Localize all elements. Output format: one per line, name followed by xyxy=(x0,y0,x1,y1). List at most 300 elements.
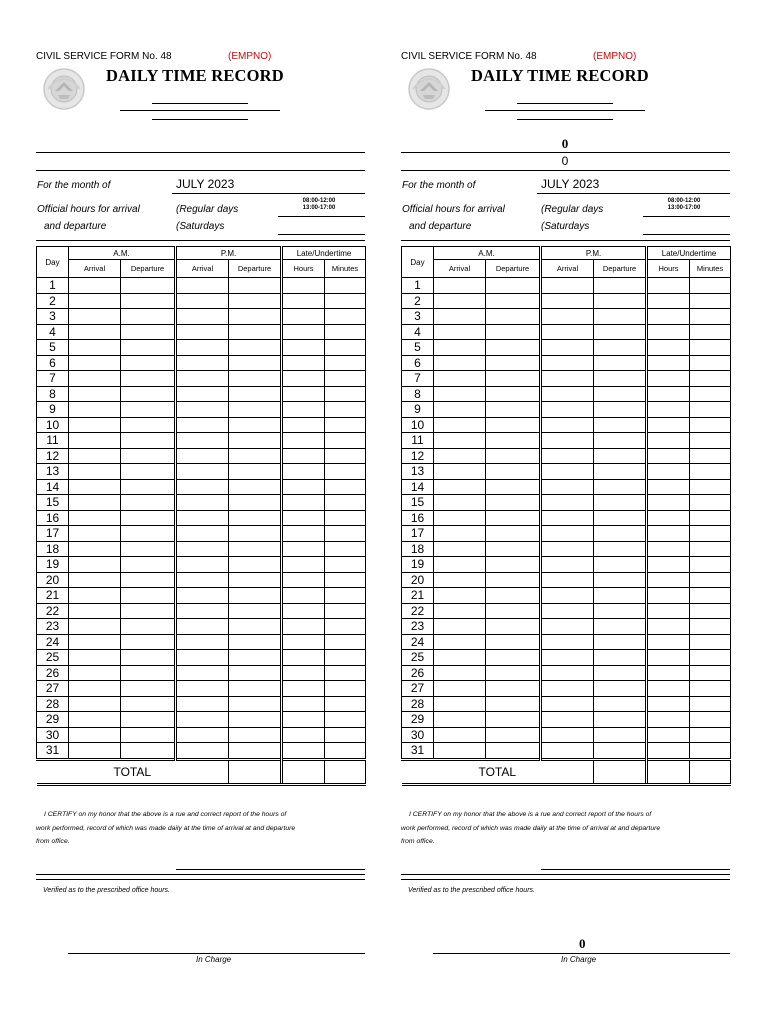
hours-cell[interactable] xyxy=(647,727,690,743)
hours-cell[interactable] xyxy=(647,557,690,573)
pm-departure-cell[interactable] xyxy=(229,448,282,464)
am-departure-cell[interactable] xyxy=(121,324,176,340)
hours-cell[interactable] xyxy=(282,727,325,743)
am-arrival-cell[interactable] xyxy=(434,696,486,712)
minutes-cell[interactable] xyxy=(690,340,731,356)
pm-arrival-cell[interactable] xyxy=(176,696,229,712)
am-arrival-cell[interactable] xyxy=(434,557,486,573)
pm-arrival-cell[interactable] xyxy=(541,309,594,325)
hours-cell[interactable] xyxy=(282,588,325,604)
hours-cell[interactable] xyxy=(282,712,325,728)
am-departure-cell[interactable] xyxy=(121,727,176,743)
am-departure-cell[interactable] xyxy=(121,696,176,712)
am-departure-cell[interactable] xyxy=(486,417,541,433)
hours-cell[interactable] xyxy=(282,681,325,697)
am-arrival-cell[interactable] xyxy=(434,541,486,557)
minutes-cell[interactable] xyxy=(325,340,366,356)
am-arrival-cell[interactable] xyxy=(434,588,486,604)
am-departure-cell[interactable] xyxy=(486,603,541,619)
am-arrival-cell[interactable] xyxy=(69,324,121,340)
pm-departure-cell[interactable] xyxy=(229,464,282,480)
am-departure-cell[interactable] xyxy=(486,309,541,325)
pm-arrival-cell[interactable] xyxy=(541,681,594,697)
am-departure-cell[interactable] xyxy=(121,464,176,480)
am-arrival-cell[interactable] xyxy=(69,541,121,557)
pm-departure-cell[interactable] xyxy=(229,557,282,573)
hours-cell[interactable] xyxy=(647,696,690,712)
minutes-cell[interactable] xyxy=(690,634,731,650)
am-arrival-cell[interactable] xyxy=(434,665,486,681)
pm-arrival-cell[interactable] xyxy=(541,727,594,743)
hours-cell[interactable] xyxy=(282,603,325,619)
pm-arrival-cell[interactable] xyxy=(541,603,594,619)
hours-cell[interactable] xyxy=(282,557,325,573)
minutes-cell[interactable] xyxy=(325,464,366,480)
pm-departure-cell[interactable] xyxy=(229,603,282,619)
pm-departure-cell[interactable] xyxy=(594,603,647,619)
hours-cell[interactable] xyxy=(282,743,325,760)
am-departure-cell[interactable] xyxy=(486,340,541,356)
am-arrival-cell[interactable] xyxy=(69,479,121,495)
minutes-cell[interactable] xyxy=(325,650,366,666)
am-departure-cell[interactable] xyxy=(486,588,541,604)
hours-cell[interactable] xyxy=(647,309,690,325)
am-arrival-cell[interactable] xyxy=(434,650,486,666)
pm-departure-cell[interactable] xyxy=(594,433,647,449)
am-departure-cell[interactable] xyxy=(121,448,176,464)
am-arrival-cell[interactable] xyxy=(434,743,486,760)
am-arrival-cell[interactable] xyxy=(434,448,486,464)
am-arrival-cell[interactable] xyxy=(434,309,486,325)
pm-departure-cell[interactable] xyxy=(229,681,282,697)
minutes-cell[interactable] xyxy=(690,510,731,526)
am-departure-cell[interactable] xyxy=(121,278,176,294)
hours-cell[interactable] xyxy=(647,417,690,433)
hours-cell[interactable] xyxy=(282,371,325,387)
pm-departure-cell[interactable] xyxy=(229,650,282,666)
hours-cell[interactable] xyxy=(282,293,325,309)
am-departure-cell[interactable] xyxy=(121,340,176,356)
pm-arrival-cell[interactable] xyxy=(541,464,594,480)
pm-departure-cell[interactable] xyxy=(229,727,282,743)
hours-cell[interactable] xyxy=(647,572,690,588)
am-arrival-cell[interactable] xyxy=(434,572,486,588)
am-departure-cell[interactable] xyxy=(121,634,176,650)
am-arrival-cell[interactable] xyxy=(434,324,486,340)
pm-departure-cell[interactable] xyxy=(594,510,647,526)
am-arrival-cell[interactable] xyxy=(434,634,486,650)
am-arrival-cell[interactable] xyxy=(434,402,486,418)
minutes-cell[interactable] xyxy=(325,371,366,387)
am-arrival-cell[interactable] xyxy=(434,355,486,371)
minutes-cell[interactable] xyxy=(690,727,731,743)
hours-cell[interactable] xyxy=(647,293,690,309)
minutes-cell[interactable] xyxy=(325,324,366,340)
hours-cell[interactable] xyxy=(282,495,325,511)
hours-cell[interactable] xyxy=(647,665,690,681)
minutes-cell[interactable] xyxy=(690,386,731,402)
pm-arrival-cell[interactable] xyxy=(176,371,229,387)
pm-departure-cell[interactable] xyxy=(594,448,647,464)
hours-cell[interactable] xyxy=(647,495,690,511)
minutes-cell[interactable] xyxy=(325,309,366,325)
am-departure-cell[interactable] xyxy=(486,402,541,418)
pm-arrival-cell[interactable] xyxy=(541,386,594,402)
minutes-cell[interactable] xyxy=(690,743,731,760)
pm-arrival-cell[interactable] xyxy=(541,371,594,387)
am-departure-cell[interactable] xyxy=(121,665,176,681)
minutes-cell[interactable] xyxy=(325,743,366,760)
hours-cell[interactable] xyxy=(282,650,325,666)
pm-arrival-cell[interactable] xyxy=(176,727,229,743)
am-departure-cell[interactable] xyxy=(121,681,176,697)
pm-departure-cell[interactable] xyxy=(229,526,282,542)
minutes-cell[interactable] xyxy=(690,433,731,449)
am-arrival-cell[interactable] xyxy=(434,510,486,526)
pm-arrival-cell[interactable] xyxy=(176,634,229,650)
minutes-cell[interactable] xyxy=(690,665,731,681)
am-arrival-cell[interactable] xyxy=(69,681,121,697)
am-departure-cell[interactable] xyxy=(486,743,541,760)
am-arrival-cell[interactable] xyxy=(69,650,121,666)
am-departure-cell[interactable] xyxy=(486,510,541,526)
pm-arrival-cell[interactable] xyxy=(176,510,229,526)
pm-arrival-cell[interactable] xyxy=(541,355,594,371)
hours-cell[interactable] xyxy=(282,355,325,371)
am-departure-cell[interactable] xyxy=(486,448,541,464)
am-arrival-cell[interactable] xyxy=(69,355,121,371)
pm-departure-cell[interactable] xyxy=(229,696,282,712)
minutes-cell[interactable] xyxy=(325,526,366,542)
minutes-cell[interactable] xyxy=(690,495,731,511)
hours-cell[interactable] xyxy=(282,634,325,650)
pm-arrival-cell[interactable] xyxy=(176,293,229,309)
am-departure-cell[interactable] xyxy=(486,495,541,511)
pm-arrival-cell[interactable] xyxy=(541,526,594,542)
minutes-cell[interactable] xyxy=(690,557,731,573)
minutes-cell[interactable] xyxy=(325,557,366,573)
pm-arrival-cell[interactable] xyxy=(541,510,594,526)
pm-departure-cell[interactable] xyxy=(229,619,282,635)
pm-departure-cell[interactable] xyxy=(229,510,282,526)
minutes-cell[interactable] xyxy=(690,572,731,588)
am-departure-cell[interactable] xyxy=(486,355,541,371)
am-arrival-cell[interactable] xyxy=(69,572,121,588)
am-departure-cell[interactable] xyxy=(486,433,541,449)
am-departure-cell[interactable] xyxy=(486,727,541,743)
pm-arrival-cell[interactable] xyxy=(541,696,594,712)
minutes-cell[interactable] xyxy=(690,696,731,712)
pm-departure-cell[interactable] xyxy=(594,541,647,557)
am-arrival-cell[interactable] xyxy=(434,371,486,387)
minutes-cell[interactable] xyxy=(325,634,366,650)
minutes-cell[interactable] xyxy=(690,603,731,619)
am-arrival-cell[interactable] xyxy=(434,619,486,635)
am-arrival-cell[interactable] xyxy=(69,433,121,449)
am-departure-cell[interactable] xyxy=(486,526,541,542)
minutes-cell[interactable] xyxy=(690,619,731,635)
am-departure-cell[interactable] xyxy=(486,479,541,495)
minutes-cell[interactable] xyxy=(325,355,366,371)
am-departure-cell[interactable] xyxy=(121,309,176,325)
am-departure-cell[interactable] xyxy=(121,386,176,402)
hours-cell[interactable] xyxy=(647,479,690,495)
hours-cell[interactable] xyxy=(282,386,325,402)
pm-arrival-cell[interactable] xyxy=(541,572,594,588)
minutes-cell[interactable] xyxy=(325,572,366,588)
am-arrival-cell[interactable] xyxy=(434,293,486,309)
am-departure-cell[interactable] xyxy=(121,603,176,619)
pm-departure-cell[interactable] xyxy=(229,495,282,511)
pm-departure-cell[interactable] xyxy=(594,355,647,371)
pm-arrival-cell[interactable] xyxy=(541,712,594,728)
pm-arrival-cell[interactable] xyxy=(176,572,229,588)
minutes-cell[interactable] xyxy=(690,681,731,697)
minutes-cell[interactable] xyxy=(690,526,731,542)
pm-arrival-cell[interactable] xyxy=(176,479,229,495)
hours-cell[interactable] xyxy=(282,541,325,557)
hours-cell[interactable] xyxy=(282,696,325,712)
hours-cell[interactable] xyxy=(647,278,690,294)
am-arrival-cell[interactable] xyxy=(434,464,486,480)
am-arrival-cell[interactable] xyxy=(69,712,121,728)
hours-cell[interactable] xyxy=(647,448,690,464)
am-departure-cell[interactable] xyxy=(486,278,541,294)
pm-arrival-cell[interactable] xyxy=(541,293,594,309)
pm-departure-cell[interactable] xyxy=(229,417,282,433)
minutes-cell[interactable] xyxy=(325,588,366,604)
pm-arrival-cell[interactable] xyxy=(541,634,594,650)
hours-cell[interactable] xyxy=(647,355,690,371)
pm-arrival-cell[interactable] xyxy=(541,402,594,418)
minutes-cell[interactable] xyxy=(690,464,731,480)
pm-arrival-cell[interactable] xyxy=(541,278,594,294)
am-arrival-cell[interactable] xyxy=(69,386,121,402)
hours-cell[interactable] xyxy=(647,681,690,697)
pm-departure-cell[interactable] xyxy=(229,588,282,604)
am-arrival-cell[interactable] xyxy=(69,727,121,743)
am-departure-cell[interactable] xyxy=(486,665,541,681)
hours-cell[interactable] xyxy=(282,340,325,356)
am-departure-cell[interactable] xyxy=(121,557,176,573)
am-arrival-cell[interactable] xyxy=(69,464,121,480)
pm-departure-cell[interactable] xyxy=(594,634,647,650)
pm-arrival-cell[interactable] xyxy=(176,681,229,697)
pm-departure-cell[interactable] xyxy=(594,743,647,760)
pm-arrival-cell[interactable] xyxy=(176,603,229,619)
pm-departure-cell[interactable] xyxy=(594,386,647,402)
hours-cell[interactable] xyxy=(282,417,325,433)
hours-cell[interactable] xyxy=(647,371,690,387)
pm-arrival-cell[interactable] xyxy=(541,557,594,573)
am-departure-cell[interactable] xyxy=(121,743,176,760)
am-arrival-cell[interactable] xyxy=(69,340,121,356)
pm-departure-cell[interactable] xyxy=(229,743,282,760)
minutes-cell[interactable] xyxy=(325,278,366,294)
minutes-cell[interactable] xyxy=(325,386,366,402)
pm-departure-cell[interactable] xyxy=(229,386,282,402)
am-departure-cell[interactable] xyxy=(486,386,541,402)
am-arrival-cell[interactable] xyxy=(434,727,486,743)
minutes-cell[interactable] xyxy=(325,696,366,712)
pm-departure-cell[interactable] xyxy=(594,619,647,635)
am-departure-cell[interactable] xyxy=(121,619,176,635)
am-arrival-cell[interactable] xyxy=(69,696,121,712)
am-arrival-cell[interactable] xyxy=(434,603,486,619)
am-departure-cell[interactable] xyxy=(121,417,176,433)
am-arrival-cell[interactable] xyxy=(69,309,121,325)
am-arrival-cell[interactable] xyxy=(69,510,121,526)
pm-arrival-cell[interactable] xyxy=(176,309,229,325)
minutes-cell[interactable] xyxy=(690,417,731,433)
pm-arrival-cell[interactable] xyxy=(541,588,594,604)
am-departure-cell[interactable] xyxy=(121,588,176,604)
pm-departure-cell[interactable] xyxy=(594,572,647,588)
pm-departure-cell[interactable] xyxy=(594,557,647,573)
am-departure-cell[interactable] xyxy=(121,712,176,728)
pm-departure-cell[interactable] xyxy=(229,324,282,340)
pm-arrival-cell[interactable] xyxy=(176,650,229,666)
am-arrival-cell[interactable] xyxy=(69,448,121,464)
am-arrival-cell[interactable] xyxy=(69,557,121,573)
am-arrival-cell[interactable] xyxy=(69,402,121,418)
pm-arrival-cell[interactable] xyxy=(541,541,594,557)
minutes-cell[interactable] xyxy=(325,603,366,619)
minutes-cell[interactable] xyxy=(325,402,366,418)
minutes-cell[interactable] xyxy=(325,681,366,697)
am-departure-cell[interactable] xyxy=(486,541,541,557)
am-departure-cell[interactable] xyxy=(121,526,176,542)
hours-cell[interactable] xyxy=(647,510,690,526)
pm-departure-cell[interactable] xyxy=(594,681,647,697)
pm-departure-cell[interactable] xyxy=(229,402,282,418)
minutes-cell[interactable] xyxy=(690,355,731,371)
am-departure-cell[interactable] xyxy=(486,371,541,387)
pm-departure-cell[interactable] xyxy=(594,479,647,495)
minutes-cell[interactable] xyxy=(690,402,731,418)
am-departure-cell[interactable] xyxy=(486,557,541,573)
pm-departure-cell[interactable] xyxy=(594,665,647,681)
pm-departure-cell[interactable] xyxy=(594,696,647,712)
am-arrival-cell[interactable] xyxy=(434,278,486,294)
pm-departure-cell[interactable] xyxy=(229,355,282,371)
am-departure-cell[interactable] xyxy=(121,572,176,588)
pm-arrival-cell[interactable] xyxy=(176,278,229,294)
hours-cell[interactable] xyxy=(282,619,325,635)
hours-cell[interactable] xyxy=(647,402,690,418)
am-arrival-cell[interactable] xyxy=(69,619,121,635)
pm-departure-cell[interactable] xyxy=(594,650,647,666)
pm-departure-cell[interactable] xyxy=(229,541,282,557)
minutes-cell[interactable] xyxy=(690,541,731,557)
pm-arrival-cell[interactable] xyxy=(541,417,594,433)
minutes-cell[interactable] xyxy=(690,479,731,495)
minutes-cell[interactable] xyxy=(690,712,731,728)
minutes-cell[interactable] xyxy=(325,417,366,433)
am-arrival-cell[interactable] xyxy=(69,293,121,309)
pm-departure-cell[interactable] xyxy=(229,634,282,650)
pm-arrival-cell[interactable] xyxy=(541,448,594,464)
pm-arrival-cell[interactable] xyxy=(176,712,229,728)
hours-cell[interactable] xyxy=(647,386,690,402)
am-departure-cell[interactable] xyxy=(121,479,176,495)
pm-departure-cell[interactable] xyxy=(594,526,647,542)
pm-departure-cell[interactable] xyxy=(229,340,282,356)
minutes-cell[interactable] xyxy=(325,541,366,557)
hours-cell[interactable] xyxy=(282,433,325,449)
am-arrival-cell[interactable] xyxy=(69,495,121,511)
pm-departure-cell[interactable] xyxy=(229,278,282,294)
am-departure-cell[interactable] xyxy=(121,495,176,511)
hours-cell[interactable] xyxy=(282,526,325,542)
hours-cell[interactable] xyxy=(282,665,325,681)
am-arrival-cell[interactable] xyxy=(69,526,121,542)
pm-departure-cell[interactable] xyxy=(594,371,647,387)
minutes-cell[interactable] xyxy=(325,727,366,743)
am-arrival-cell[interactable] xyxy=(69,588,121,604)
hours-cell[interactable] xyxy=(282,278,325,294)
hours-cell[interactable] xyxy=(282,510,325,526)
am-departure-cell[interactable] xyxy=(486,619,541,635)
pm-arrival-cell[interactable] xyxy=(176,541,229,557)
pm-arrival-cell[interactable] xyxy=(176,588,229,604)
pm-arrival-cell[interactable] xyxy=(541,340,594,356)
minutes-cell[interactable] xyxy=(325,479,366,495)
hours-cell[interactable] xyxy=(647,743,690,760)
hours-cell[interactable] xyxy=(282,479,325,495)
hours-cell[interactable] xyxy=(647,324,690,340)
pm-arrival-cell[interactable] xyxy=(176,526,229,542)
minutes-cell[interactable] xyxy=(690,588,731,604)
minutes-cell[interactable] xyxy=(690,448,731,464)
pm-arrival-cell[interactable] xyxy=(176,557,229,573)
am-arrival-cell[interactable] xyxy=(434,526,486,542)
pm-arrival-cell[interactable] xyxy=(541,495,594,511)
am-arrival-cell[interactable] xyxy=(434,495,486,511)
minutes-cell[interactable] xyxy=(690,278,731,294)
hours-cell[interactable] xyxy=(647,541,690,557)
hours-cell[interactable] xyxy=(282,448,325,464)
pm-arrival-cell[interactable] xyxy=(176,324,229,340)
pm-departure-cell[interactable] xyxy=(594,417,647,433)
pm-departure-cell[interactable] xyxy=(594,309,647,325)
pm-arrival-cell[interactable] xyxy=(176,355,229,371)
hours-cell[interactable] xyxy=(647,619,690,635)
pm-departure-cell[interactable] xyxy=(594,278,647,294)
pm-departure-cell[interactable] xyxy=(229,309,282,325)
pm-departure-cell[interactable] xyxy=(594,464,647,480)
am-arrival-cell[interactable] xyxy=(434,479,486,495)
am-arrival-cell[interactable] xyxy=(434,433,486,449)
am-departure-cell[interactable] xyxy=(121,355,176,371)
hours-cell[interactable] xyxy=(282,324,325,340)
am-arrival-cell[interactable] xyxy=(69,603,121,619)
pm-departure-cell[interactable] xyxy=(229,712,282,728)
pm-arrival-cell[interactable] xyxy=(176,665,229,681)
am-departure-cell[interactable] xyxy=(486,696,541,712)
pm-departure-cell[interactable] xyxy=(594,402,647,418)
hours-cell[interactable] xyxy=(647,634,690,650)
minutes-cell[interactable] xyxy=(325,293,366,309)
am-arrival-cell[interactable] xyxy=(69,634,121,650)
pm-arrival-cell[interactable] xyxy=(176,464,229,480)
pm-departure-cell[interactable] xyxy=(594,293,647,309)
hours-cell[interactable] xyxy=(282,464,325,480)
pm-arrival-cell[interactable] xyxy=(541,324,594,340)
am-arrival-cell[interactable] xyxy=(69,417,121,433)
pm-departure-cell[interactable] xyxy=(594,727,647,743)
am-departure-cell[interactable] xyxy=(486,572,541,588)
